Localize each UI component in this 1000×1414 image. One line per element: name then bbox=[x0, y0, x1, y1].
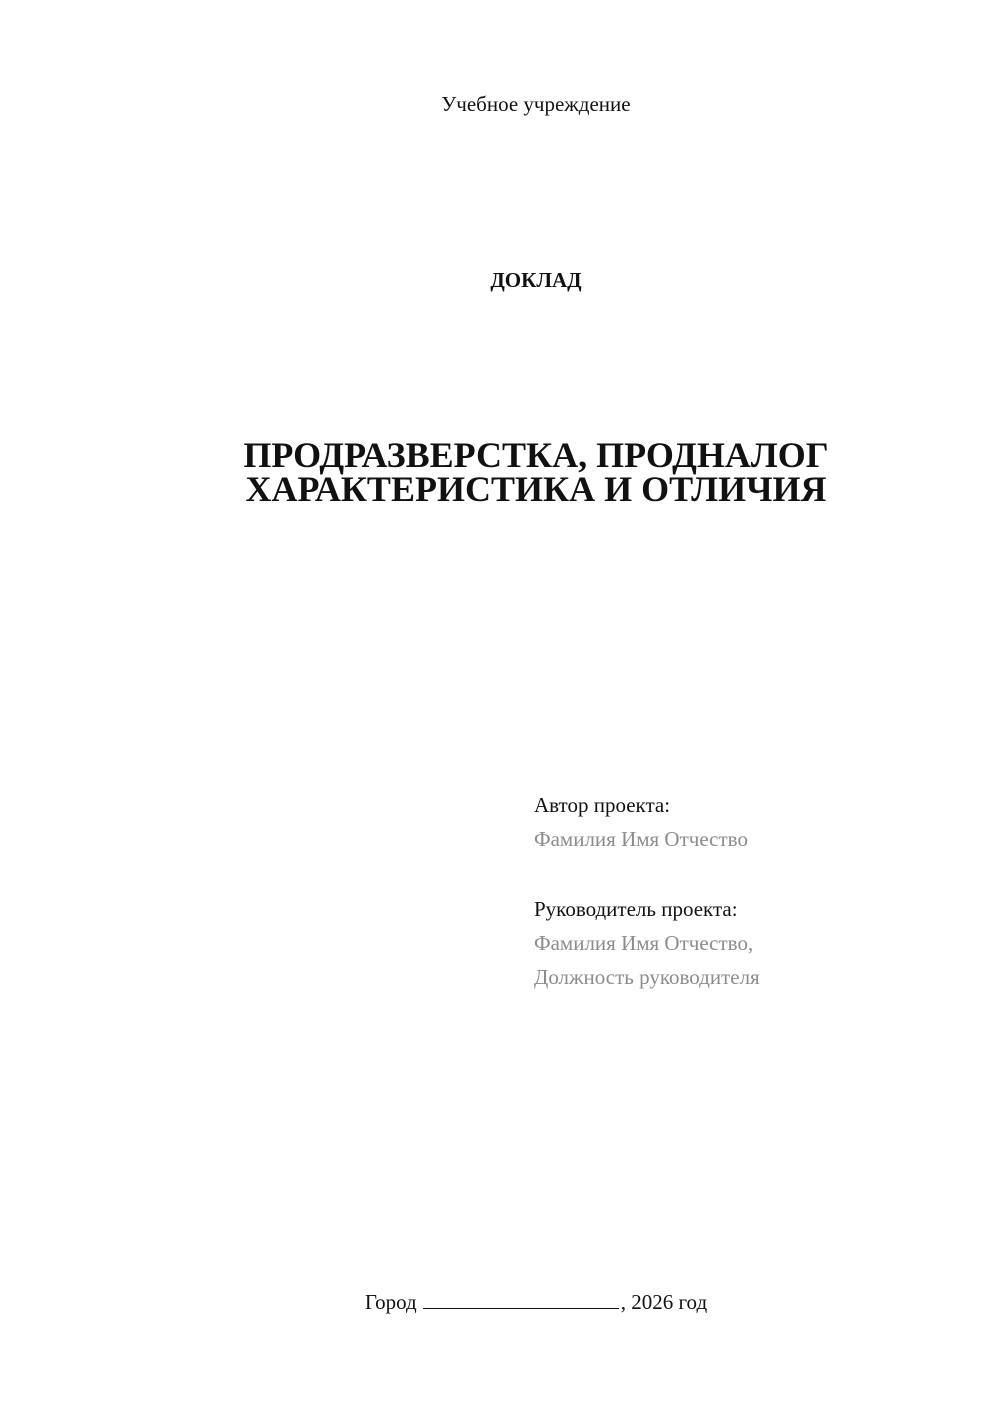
supervisor-label: Руководитель проекта: bbox=[534, 897, 738, 921]
city-label: Город bbox=[364, 1290, 417, 1314]
supervisor-name: Фамилия Имя Отчество, bbox=[534, 931, 754, 955]
spacer bbox=[534, 856, 964, 892]
year-text: , 2026 год bbox=[620, 1290, 708, 1314]
city-blank-line bbox=[423, 1290, 619, 1309]
author-label: Автор проекта: bbox=[534, 793, 671, 817]
institution-name: Учебное учреждение bbox=[441, 92, 631, 116]
report-title-line-2: ХАРАКТЕРИСТИКА И ОТЛИЧИЯ bbox=[245, 469, 827, 509]
project-info bbox=[534, 788, 964, 994]
footer-city-year bbox=[0, 1290, 1000, 1315]
report-title-line-1: ПРОДРАЗВЕРСТКА, ПРОДНАЛОГ bbox=[243, 435, 829, 475]
supervisor-position: Должность руководителя bbox=[534, 965, 760, 989]
document-type: ДОКЛАД bbox=[490, 268, 582, 292]
author-name: Фамилия Имя Отчество bbox=[534, 827, 748, 851]
report-title bbox=[186, 435, 886, 509]
